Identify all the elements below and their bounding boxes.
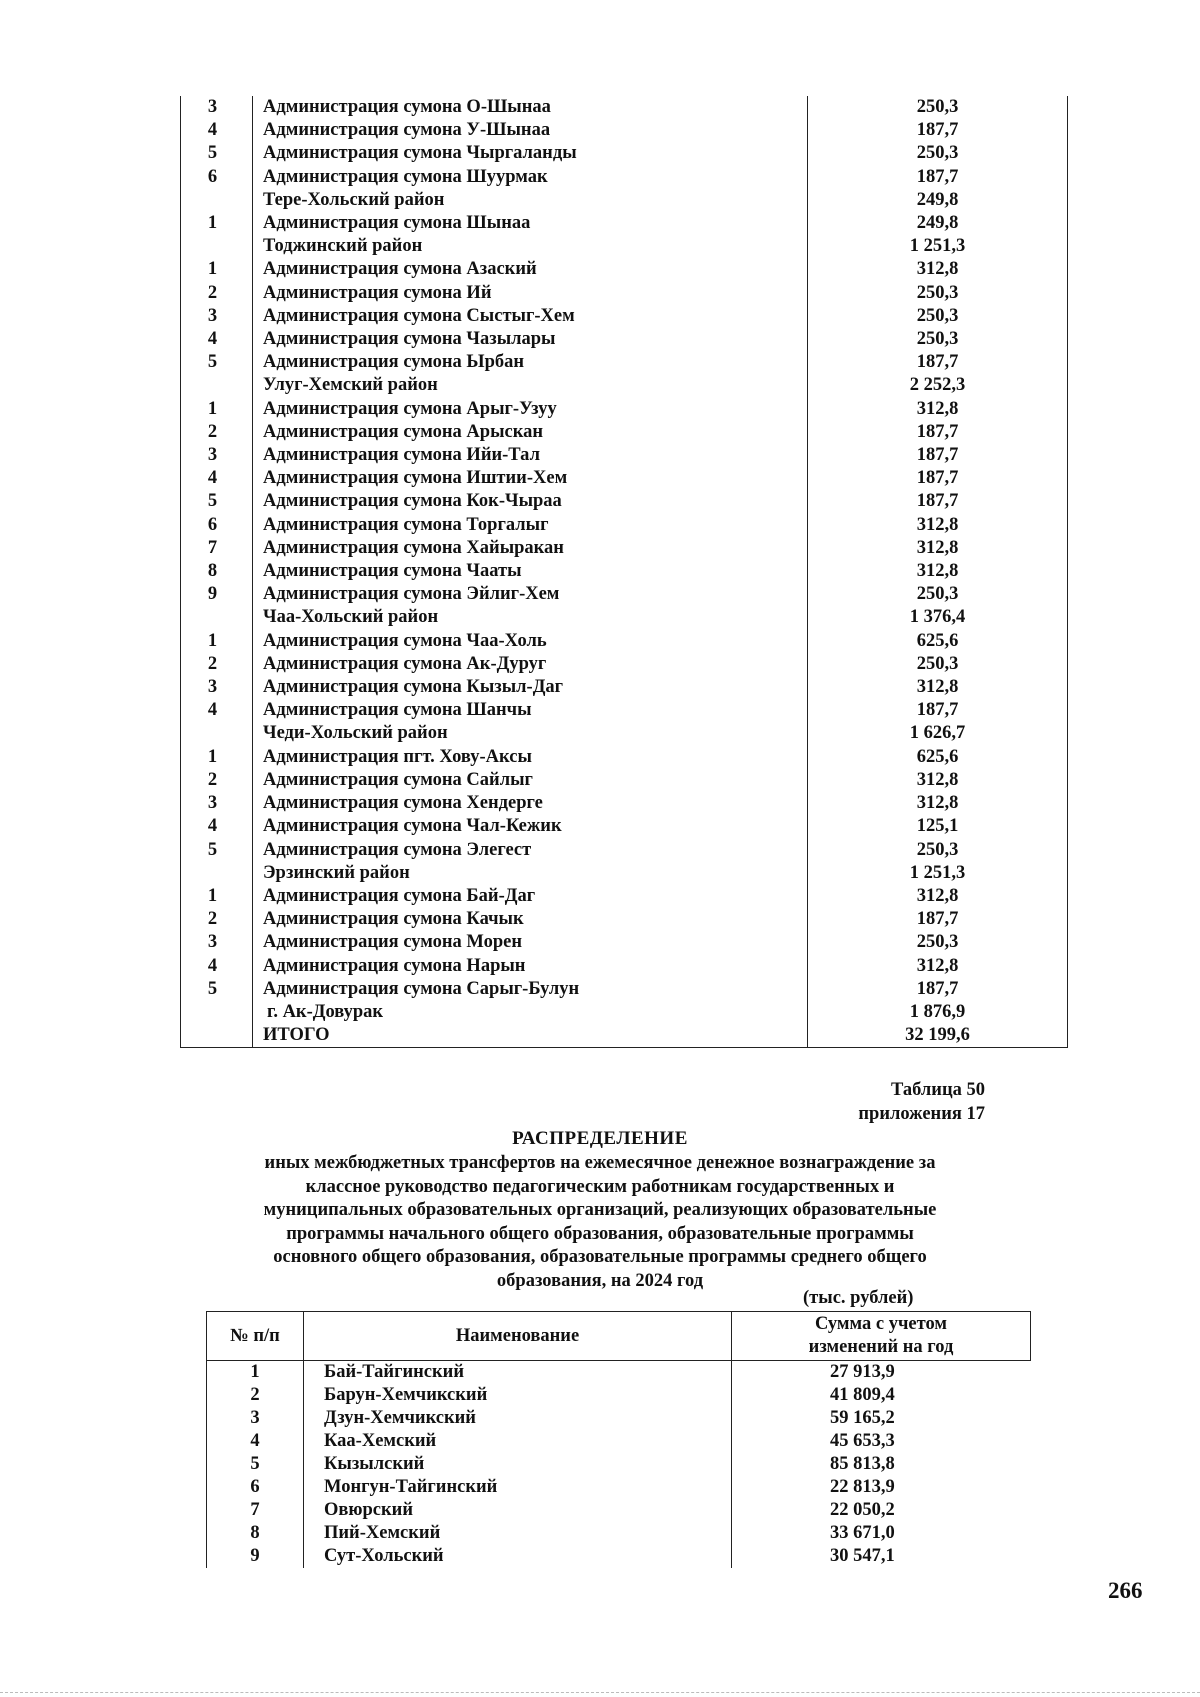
row-name: Администрация сумона Качык — [253, 908, 808, 931]
table-row — [181, 490, 1068, 513]
table-row — [181, 119, 1068, 142]
row-number: 7 — [207, 1499, 304, 1522]
row-name: Улуг-Хемский район — [253, 374, 808, 397]
row-value: 187,7 — [808, 490, 1068, 513]
row-number: 8 — [181, 560, 253, 583]
row-number: 5 — [181, 839, 253, 862]
table-row — [181, 955, 1068, 978]
document-heading: РАСПРЕДЕЛЕНИЕ — [512, 1128, 688, 1149]
document-subheading — [215, 1152, 985, 1293]
row-name: Тере-Хольский район — [253, 189, 808, 212]
row-value: 250,3 — [808, 305, 1068, 328]
row-number: 4 — [181, 119, 253, 142]
appendix-label: приложения 17 — [858, 1104, 985, 1124]
table-row — [181, 258, 1068, 281]
allocation-table-body — [181, 96, 1068, 1048]
row-number: 3 — [181, 444, 253, 467]
row-name: Администрация сумона Ак-Дуруг — [253, 653, 808, 676]
subheading-line: муниципальных образовательных организаций, реализующих образовательные — [263, 1200, 937, 1220]
row-name: Пий-Хемский — [304, 1522, 732, 1545]
row-name: Администрация пгт. Хову-Аксы — [253, 746, 808, 769]
table-row — [181, 908, 1068, 931]
row-number: 6 — [181, 514, 253, 537]
table-row — [181, 398, 1068, 421]
row-value: 250,3 — [808, 142, 1068, 165]
table-row — [181, 583, 1068, 606]
row-value: 1 251,3 — [808, 235, 1068, 258]
row-name: Администрация сумона Торгалыг — [253, 514, 808, 537]
row-name: Администрация сумона Азаский — [253, 258, 808, 281]
table-row — [181, 676, 1068, 699]
subheading-line: иных межбюджетных трансфертов на ежемесячное денежное вознаграждение за — [264, 1153, 936, 1173]
row-value: 250,3 — [808, 839, 1068, 862]
row-value: 249,8 — [808, 212, 1068, 235]
row-name: г. Ак-Довурак — [253, 1001, 808, 1024]
table-row — [207, 1407, 1031, 1430]
row-value: 22 050,2 — [732, 1499, 1031, 1522]
table-row — [181, 467, 1068, 490]
row-number — [181, 189, 253, 212]
row-value: 625,6 — [808, 630, 1068, 653]
subheading-line: основного общего образования, образовательные программы среднего общего — [273, 1247, 927, 1267]
row-number: 3 — [181, 96, 253, 119]
row-name: Администрация сумона Кок-Чыраа — [253, 490, 808, 513]
table-row — [181, 653, 1068, 676]
row-number: 4 — [181, 955, 253, 978]
row-number: 1 — [181, 258, 253, 281]
row-name: Администрация сумона Хайыракан — [253, 537, 808, 560]
row-name: Администрация сумона Шуурмак — [253, 166, 808, 189]
row-number: 1 — [181, 212, 253, 235]
row-value: 187,7 — [808, 699, 1068, 722]
table-row — [181, 96, 1068, 119]
row-name: Эрзинский район — [253, 862, 808, 885]
row-name: ИТОГО — [253, 1024, 808, 1048]
table-row — [181, 351, 1068, 374]
row-number: 2 — [181, 769, 253, 792]
row-name: Администрация сумона Арыг-Узуу — [253, 398, 808, 421]
row-value: 250,3 — [808, 653, 1068, 676]
table-row — [207, 1545, 1031, 1568]
row-value: 2 252,3 — [808, 374, 1068, 397]
row-value: 312,8 — [808, 258, 1068, 281]
row-number: 5 — [181, 142, 253, 165]
table-number-label: Таблица 50 — [891, 1080, 985, 1100]
table-row — [207, 1384, 1031, 1407]
row-value: 187,7 — [808, 908, 1068, 931]
row-name: Администрация сумона Шанчы — [253, 699, 808, 722]
row-name: Администрация сумона Ийи-Тал — [253, 444, 808, 467]
subheading-line: классное руководство педагогическим работникам государственных и — [305, 1176, 895, 1197]
page-number: 266 — [1108, 1578, 1143, 1603]
row-value: 33 671,0 — [732, 1522, 1031, 1545]
row-name: Бай-Тайгинский — [304, 1361, 732, 1385]
row-value: 312,8 — [808, 885, 1068, 908]
table-row — [181, 142, 1068, 165]
row-number: 9 — [181, 583, 253, 606]
row-number: 2 — [181, 282, 253, 305]
row-name: Барун-Хемчикский — [304, 1384, 732, 1407]
row-number — [181, 862, 253, 885]
table-row — [181, 514, 1068, 537]
table-row — [207, 1499, 1031, 1522]
row-name: Администрация сумона Ырбан — [253, 351, 808, 374]
row-value: 312,8 — [808, 398, 1068, 421]
row-name: Администрация сумона Чааты — [253, 560, 808, 583]
subheading-line: программы начального общего образования, образовательные программы — [286, 1223, 914, 1244]
district-row — [181, 862, 1068, 885]
row-number: 6 — [181, 166, 253, 189]
row-value: 22 813,9 — [732, 1476, 1031, 1499]
row-value: 312,8 — [808, 792, 1068, 815]
row-value: 250,3 — [808, 96, 1068, 119]
header-sum — [732, 1312, 1031, 1361]
table-row — [181, 815, 1068, 838]
row-number: 9 — [207, 1545, 304, 1568]
row-number: 6 — [207, 1476, 304, 1499]
row-value: 312,8 — [808, 676, 1068, 699]
table-row — [181, 885, 1068, 908]
row-value: 27 913,9 — [732, 1361, 1031, 1385]
row-number: 4 — [181, 699, 253, 722]
row-name: Чеди-Хольский район — [253, 722, 808, 745]
row-name: Администрация сумона Кызыл-Даг — [253, 676, 808, 699]
district-row — [181, 722, 1068, 745]
row-name: Монгун-Тайгинский — [304, 1476, 732, 1499]
row-name: Администрация сумона Эйлиг-Хем — [253, 583, 808, 606]
row-value: 32 199,6 — [808, 1024, 1068, 1048]
row-number — [181, 1024, 253, 1048]
row-number: 4 — [181, 467, 253, 490]
row-number: 1 — [181, 746, 253, 769]
row-value: 125,1 — [808, 815, 1068, 838]
row-value: 1 376,4 — [808, 606, 1068, 629]
row-name: Администрация сумона Сайлыг — [253, 769, 808, 792]
row-name: Администрация сумона Чаа-Холь — [253, 630, 808, 653]
row-name: Администрация сумона Морен — [253, 931, 808, 954]
table-row — [181, 537, 1068, 560]
header-sum-line2: изменений на год — [808, 1337, 954, 1357]
city-row — [181, 1001, 1068, 1024]
transfer-table-body — [207, 1361, 1031, 1569]
table-row — [181, 560, 1068, 583]
row-name: Администрация сумона Чыргаланды — [253, 142, 808, 165]
row-value: 312,8 — [808, 955, 1068, 978]
allocation-table-continued — [180, 96, 1068, 1048]
row-number: 3 — [181, 792, 253, 815]
table-row — [181, 282, 1068, 305]
row-value: 312,8 — [808, 537, 1068, 560]
row-value: 1 876,9 — [808, 1001, 1068, 1024]
row-value: 45 653,3 — [732, 1430, 1031, 1453]
row-value: 30 547,1 — [732, 1545, 1031, 1568]
row-number — [181, 235, 253, 258]
row-name: Администрация сумона Сарыг-Булун — [253, 978, 808, 1001]
table-row — [181, 746, 1068, 769]
table-row — [181, 978, 1068, 1001]
row-value: 250,3 — [808, 583, 1068, 606]
row-number: 1 — [207, 1361, 304, 1385]
row-value: 312,8 — [808, 560, 1068, 583]
district-row — [181, 606, 1068, 629]
district-row — [181, 235, 1068, 258]
table-row — [181, 212, 1068, 235]
table-row — [181, 792, 1068, 815]
row-value: 312,8 — [808, 769, 1068, 792]
table-row — [207, 1430, 1031, 1453]
row-name: Администрация сумона Бай-Даг — [253, 885, 808, 908]
row-number: 1 — [181, 885, 253, 908]
district-row — [181, 374, 1068, 397]
row-value: 1 251,3 — [808, 862, 1068, 885]
row-value: 187,7 — [808, 421, 1068, 444]
row-name: Администрация сумона Нарын — [253, 955, 808, 978]
row-name: Дзун-Хемчикский — [304, 1407, 732, 1430]
table-row — [207, 1453, 1031, 1476]
row-number: 4 — [181, 815, 253, 838]
row-number — [181, 374, 253, 397]
row-value: 250,3 — [808, 931, 1068, 954]
row-value: 187,7 — [808, 119, 1068, 142]
row-number: 5 — [181, 490, 253, 513]
row-number — [181, 722, 253, 745]
row-name: Администрация сумона Иштии-Хем — [253, 467, 808, 490]
row-number: 4 — [181, 328, 253, 351]
table-row — [207, 1476, 1031, 1499]
row-value: 187,7 — [808, 467, 1068, 490]
row-name: Администрация сумона О-Шынаа — [253, 96, 808, 119]
table-row — [181, 931, 1068, 954]
table-row — [181, 699, 1068, 722]
row-name: Администрация сумона Элегест — [253, 839, 808, 862]
row-value: 85 813,8 — [732, 1453, 1031, 1476]
table-row — [181, 839, 1068, 862]
row-name: Чаа-Хольский район — [253, 606, 808, 629]
scan-edge-divider — [0, 1692, 1200, 1693]
row-name: Администрация сумона У-Шынаа — [253, 119, 808, 142]
row-value: 250,3 — [808, 282, 1068, 305]
row-number: 2 — [207, 1384, 304, 1407]
row-number: 5 — [181, 978, 253, 1001]
row-value: 312,8 — [808, 514, 1068, 537]
row-number — [181, 1001, 253, 1024]
row-name: Администрация сумона Чазылары — [253, 328, 808, 351]
table-row — [207, 1522, 1031, 1545]
table-row — [181, 328, 1068, 351]
row-number: 3 — [181, 676, 253, 699]
row-number: 1 — [181, 398, 253, 421]
row-name: Кызылский — [304, 1453, 732, 1476]
row-value: 249,8 — [808, 189, 1068, 212]
table-row — [207, 1361, 1031, 1385]
row-number: 2 — [181, 908, 253, 931]
row-number: 4 — [207, 1430, 304, 1453]
row-value: 187,7 — [808, 166, 1068, 189]
district-row — [181, 189, 1068, 212]
table-row — [181, 166, 1068, 189]
row-value: 1 626,7 — [808, 722, 1068, 745]
row-value: 41 809,4 — [732, 1384, 1031, 1407]
row-value: 625,6 — [808, 746, 1068, 769]
table-row — [181, 305, 1068, 328]
table-row — [181, 421, 1068, 444]
row-number: 1 — [181, 630, 253, 653]
table-row — [181, 769, 1068, 792]
row-number: 8 — [207, 1522, 304, 1545]
row-name: Администрация сумона Ий — [253, 282, 808, 305]
row-name: Овюрский — [304, 1499, 732, 1522]
table-row — [181, 444, 1068, 467]
subheading-line: образования, на 2024 год — [496, 1270, 704, 1291]
row-value: 187,7 — [808, 444, 1068, 467]
row-value: 59 165,2 — [732, 1407, 1031, 1430]
header-number: № п/п — [207, 1312, 304, 1361]
row-number: 2 — [181, 421, 253, 444]
row-number: 2 — [181, 653, 253, 676]
row-name: Администрация сумона Хендерге — [253, 792, 808, 815]
row-value: 187,7 — [808, 978, 1068, 1001]
table-row — [181, 630, 1068, 653]
row-value: 250,3 — [808, 328, 1068, 351]
row-name: Каа-Хемский — [304, 1430, 732, 1453]
row-number: 3 — [207, 1407, 304, 1430]
table-header-row — [207, 1312, 1031, 1361]
row-number: 5 — [181, 351, 253, 374]
row-name: Администрация сумона Арыскан — [253, 421, 808, 444]
transfer-distribution-table — [206, 1311, 1031, 1568]
row-name: Сут-Хольский — [304, 1545, 732, 1568]
header-name: Наименование — [304, 1312, 732, 1361]
units-label: (тыс. рублей) — [803, 1288, 914, 1308]
row-number: 5 — [207, 1453, 304, 1476]
row-name: Тоджинский район — [253, 235, 808, 258]
row-number: 3 — [181, 305, 253, 328]
row-number: 7 — [181, 537, 253, 560]
header-sum-line1: Сумма с учетом — [815, 1314, 947, 1334]
row-value: 187,7 — [808, 351, 1068, 374]
row-name: Администрация сумона Сыстыг-Хем — [253, 305, 808, 328]
row-number — [181, 606, 253, 629]
row-name: Администрация сумона Чал-Кежик — [253, 815, 808, 838]
district-row — [181, 1024, 1068, 1048]
row-name: Администрация сумона Шынаа — [253, 212, 808, 235]
row-number: 3 — [181, 931, 253, 954]
